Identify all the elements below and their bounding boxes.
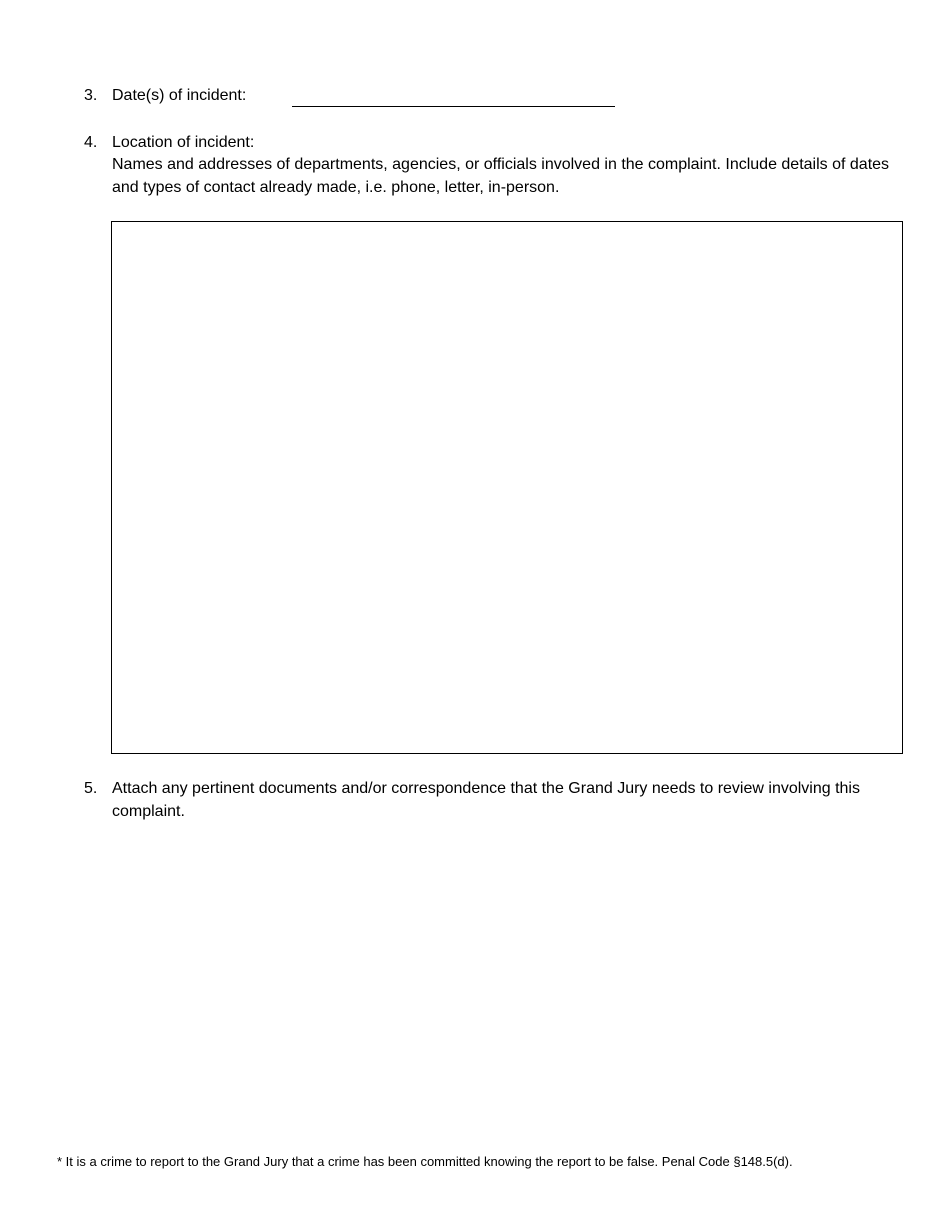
location-of-incident-label: Location of incident: [112,134,255,151]
date-of-incident-label: Date(s) of incident: [112,87,247,104]
location-instructions: Names and addresses of departments, agencies, or officials involved in the complaint. Include details of dates and types of contact already made, i.e. phone, letter, in-person. [112,156,890,196]
attachments-instructions: Attach any pertinent documents and/or correspondence that the Grand Jury needs to review involving this complaint. [112,780,860,820]
item-number: 4. [84,134,98,151]
form-item-date [0,84,950,114]
date-of-incident-field[interactable] [292,106,615,107]
item-number: 3. [84,87,98,104]
footnote: * It is a crime to report to the Grand Jury that a crime has been committed knowing the report to be false. Penal Code §148.5(d). [57,1154,793,1169]
item-number: 5. [84,780,98,797]
location-details-box[interactable] [111,221,903,754]
